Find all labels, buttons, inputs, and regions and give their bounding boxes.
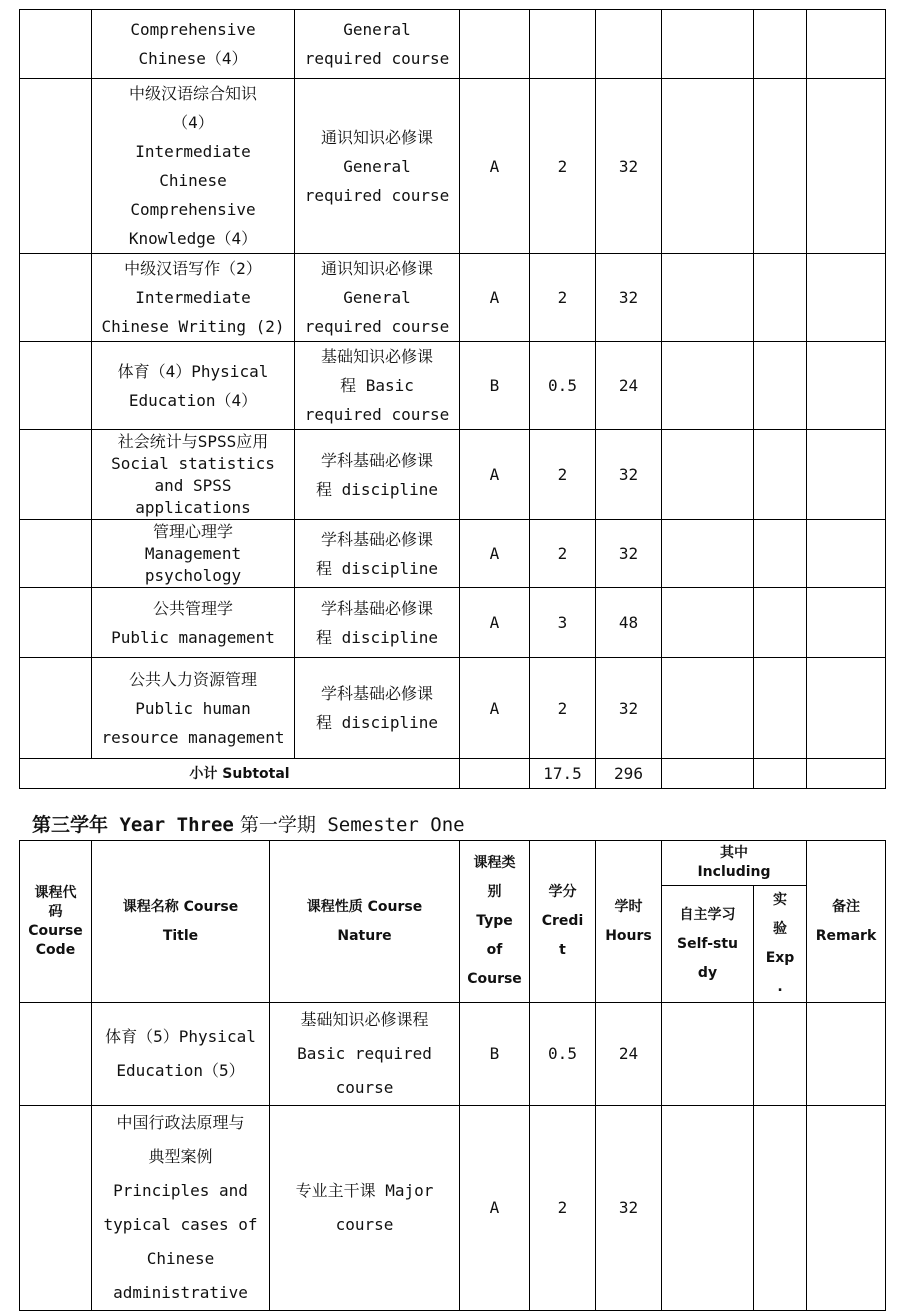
course-nature-cell-line: 学科基础必修课 (320, 529, 433, 549)
exp-cell (754, 342, 807, 430)
course-title-cell-line: administrative (113, 1283, 248, 1302)
header-credit-line: 学分 (548, 884, 577, 900)
self-study-cell (662, 10, 754, 79)
hours-cell: 32 (596, 430, 662, 520)
course-title-cell-line: Intermediate (135, 288, 251, 307)
exp-cell (754, 658, 807, 759)
course-title-cell (92, 1003, 270, 1106)
subtotal-row (20, 759, 886, 789)
section-heading (32, 810, 465, 840)
course-title-cell-line: Chinese Writing (2) (101, 317, 285, 336)
header-exp-line: 验 (773, 921, 787, 937)
course-nature-cell-line: required course (304, 185, 450, 205)
header-exp (754, 886, 807, 1003)
header-exp-line: . (777, 979, 783, 995)
course-type-cell: B (460, 342, 530, 430)
self-study-cell (662, 520, 754, 588)
header-including (662, 841, 807, 886)
course-code-cell (20, 342, 92, 430)
course-code-cell (20, 254, 92, 342)
credit-cell: 2 (530, 1106, 596, 1311)
course-title-cell-line: 典型案例 (148, 1147, 213, 1166)
course-nature-cell-line: 学科基础必修课 (320, 684, 433, 703)
table-row (20, 1106, 886, 1311)
course-nature-cell-line: 程 discipline (316, 558, 438, 578)
subtotal-exp-cell (754, 759, 807, 789)
table-row (20, 79, 886, 254)
header-course-type-line: Course (467, 971, 522, 987)
hours-cell: 32 (596, 1106, 662, 1311)
header-course-type-line: of (486, 942, 503, 958)
credit-cell: 3 (530, 588, 596, 658)
course-nature-cell (295, 10, 460, 79)
table-row (20, 10, 886, 79)
header-hours (596, 841, 662, 1003)
course-code-cell (20, 10, 92, 79)
remark-cell (807, 588, 886, 658)
header-course-nature-line: Nature (337, 927, 392, 944)
remark-cell (807, 10, 886, 79)
course-nature-cell-line: 基础知识必修课 (320, 347, 433, 366)
course-title-cell (92, 588, 295, 658)
course-type-cell: A (460, 79, 530, 254)
self-study-cell (662, 658, 754, 759)
course-title-cell-line: 公共管理学 (152, 598, 233, 618)
subtotal-type-cell (460, 759, 530, 789)
header-course-title-line: Title (162, 927, 199, 944)
credit-cell: 2 (530, 430, 596, 520)
course-nature-cell-line: 通识知识必修课 (320, 127, 433, 147)
table-row (20, 588, 886, 658)
hours-cell: 48 (596, 588, 662, 658)
year-heading: 第三学年 Year Three (32, 814, 234, 836)
course-nature-cell-line: 通识知识必修课 (320, 259, 433, 278)
remark-cell (807, 658, 886, 759)
course-nature-cell-line: 程 discipline (316, 713, 438, 732)
course-title-cell (92, 520, 295, 588)
header-course-nature-line: 课程性质 Course (306, 898, 423, 915)
course-nature-cell (295, 254, 460, 342)
course-title-cell-line: typical cases of (103, 1215, 258, 1234)
curriculum-table-year-three (19, 840, 886, 1311)
self-study-cell (662, 342, 754, 430)
course-title-cell (92, 1106, 270, 1311)
course-title-cell-line: Public human (135, 698, 251, 718)
course-title-cell-line: resource management (101, 727, 285, 747)
course-type-cell: A (460, 430, 530, 520)
hours-cell: 32 (596, 520, 662, 588)
course-nature-cell-line: 学科基础必修课 (320, 598, 433, 618)
header-course-code-line: Course (28, 922, 83, 939)
header-self-study-line: dy (697, 964, 718, 981)
course-title-cell-line: Principles and (113, 1181, 248, 1200)
table-row (20, 520, 886, 588)
course-type-cell: A (460, 520, 530, 588)
course-nature-cell-line: General (343, 288, 411, 307)
course-nature-cell (295, 658, 460, 759)
remark-cell (807, 430, 886, 520)
course-type-cell: A (460, 1106, 530, 1311)
header-course-code-line: Code (35, 941, 76, 958)
course-title-cell-line: Education（4） (128, 390, 258, 410)
course-code-cell (20, 1106, 92, 1311)
course-title-cell-line: and SPSS (154, 475, 232, 495)
table-row (20, 430, 886, 520)
course-nature-cell (295, 520, 460, 588)
course-title-cell-line: 管理心理学 (152, 521, 233, 541)
self-study-cell (662, 1106, 754, 1311)
subtotal-self-study-cell (662, 759, 754, 789)
course-title-cell-line: Public management (111, 627, 275, 647)
header-self-study-line: Self-stu (676, 935, 739, 952)
course-code-cell (20, 658, 92, 759)
course-title-cell (92, 342, 295, 430)
exp-cell (754, 10, 807, 79)
course-type-cell: B (460, 1003, 530, 1106)
header-exp-line: 实 (773, 892, 787, 908)
course-nature-cell (295, 79, 460, 254)
course-code-cell (20, 430, 92, 520)
self-study-cell (662, 1003, 754, 1106)
header-self-study (662, 886, 754, 1003)
hours-cell (596, 10, 662, 79)
credit-cell: 0.5 (530, 1003, 596, 1106)
table-row (20, 342, 886, 430)
course-title-cell-line: psychology (144, 565, 242, 585)
course-title-cell-line: 体育（4）Physical (117, 361, 269, 381)
course-title-cell-line: Chinese（4） (138, 49, 248, 68)
curriculum-table-year-two (19, 9, 886, 789)
self-study-cell (662, 430, 754, 520)
self-study-cell (662, 588, 754, 658)
self-study-cell (662, 79, 754, 254)
exp-cell (754, 1003, 807, 1106)
remark-cell (807, 520, 886, 588)
header-course-title-line: 课程名称 Course (122, 898, 239, 915)
credit-cell: 2 (530, 79, 596, 254)
course-title-cell (92, 430, 295, 520)
course-nature-cell (270, 1003, 460, 1106)
course-title-cell (92, 10, 295, 79)
header-course-nature (270, 841, 460, 1003)
header-course-code (20, 841, 92, 1003)
course-title-cell-line: Social statistics (111, 453, 275, 473)
self-study-cell (662, 254, 754, 342)
subtotal-hours: 296 (596, 759, 662, 789)
course-nature-cell-line: required course (304, 405, 450, 424)
course-code-cell (20, 1003, 92, 1106)
course-nature-cell-line: course (335, 1215, 394, 1234)
hours-cell: 24 (596, 1003, 662, 1106)
course-nature-cell-line: 学科基础必修课 (320, 450, 433, 470)
header-course-code-line: 课程代 (34, 884, 77, 901)
course-nature-cell-line: 程 discipline (316, 479, 438, 499)
course-type-cell: A (460, 658, 530, 759)
remark-cell (807, 79, 886, 254)
exp-cell (754, 1106, 807, 1311)
course-title-cell (92, 79, 295, 254)
header-credit-line: Credi (541, 913, 584, 929)
exp-cell (754, 254, 807, 342)
course-nature-cell-line: 程 Basic (340, 376, 414, 395)
header-course-type-line: 别 (487, 884, 502, 900)
course-nature-cell (295, 588, 460, 658)
course-title-cell-line: 中国行政法原理与 (116, 1113, 245, 1132)
header-remark-line: 备注 (832, 898, 860, 915)
exp-cell (754, 430, 807, 520)
course-code-cell (20, 588, 92, 658)
course-type-cell: A (460, 254, 530, 342)
credit-cell (530, 10, 596, 79)
header-hours-line: Hours (605, 927, 652, 944)
course-title-cell-line: 中级汉语写作（2） (124, 259, 262, 278)
course-nature-cell-line: General (343, 156, 411, 176)
credit-cell: 0.5 (530, 342, 596, 430)
course-title-cell-line: 中级汉语综合知识 (128, 84, 257, 103)
course-title-cell-line: Management (144, 543, 242, 563)
hours-cell: 32 (596, 254, 662, 342)
course-nature-cell-line: 专业主干课 Major (295, 1181, 434, 1200)
remark-cell (807, 342, 886, 430)
course-title-cell-line: （4） (172, 113, 214, 132)
course-title-cell (92, 658, 295, 759)
remark-cell (807, 1003, 886, 1106)
course-code-cell (20, 520, 92, 588)
course-nature-cell-line: 基础知识必修课程 (300, 1010, 429, 1029)
header-remark (807, 841, 886, 1003)
credit-cell: 2 (530, 520, 596, 588)
header-row (20, 841, 886, 886)
course-nature-cell-line: 程 discipline (316, 627, 438, 647)
hours-cell: 24 (596, 342, 662, 430)
course-nature-cell (295, 430, 460, 520)
course-title-cell-line: Chinese (159, 171, 227, 190)
header-course-type-line: 课程类 (473, 855, 516, 871)
course-type-cell (460, 10, 530, 79)
course-nature-cell (295, 342, 460, 430)
course-code-cell (20, 79, 92, 254)
header-credit-line: t (559, 942, 566, 958)
header-course-type (460, 841, 530, 1003)
course-title-cell (92, 254, 295, 342)
exp-cell (754, 588, 807, 658)
course-title-cell-line: Knowledge（4） (128, 229, 258, 248)
header-hours-line: 学时 (614, 898, 643, 915)
hours-cell: 32 (596, 79, 662, 254)
course-title-cell-line: Comprehensive (130, 200, 256, 219)
header-remark-line: Remark (815, 927, 877, 944)
remark-cell (807, 1106, 886, 1311)
credit-cell: 2 (530, 254, 596, 342)
table-row (20, 658, 886, 759)
course-title-cell-line: 公共人力资源管理 (128, 669, 257, 689)
header-course-code-line: 码 (48, 903, 63, 920)
subtotal-remark-cell (807, 759, 886, 789)
course-nature-cell-line: Basic required (297, 1044, 432, 1063)
credit-cell: 2 (530, 658, 596, 759)
course-title-cell-line: Chinese (146, 1249, 215, 1268)
course-title-cell-line: applications (135, 497, 251, 517)
exp-cell (754, 520, 807, 588)
course-nature-cell-line: required course (304, 317, 450, 336)
hours-cell: 32 (596, 658, 662, 759)
header-including-line: 其中 (720, 845, 748, 861)
course-nature-cell-line: General (343, 20, 411, 39)
header-credit (530, 841, 596, 1003)
course-title-cell-line: Education（5） (116, 1061, 245, 1080)
course-title-cell-line: Intermediate (135, 142, 251, 161)
course-nature-cell-line: required course (304, 49, 450, 68)
header-including-line: Including (697, 864, 771, 880)
header-exp-line: Exp (765, 950, 795, 966)
course-nature-cell-line: course (335, 1078, 394, 1097)
subtotal-credit: 17.5 (530, 759, 596, 789)
course-nature-cell (270, 1106, 460, 1311)
header-course-title (92, 841, 270, 1003)
course-title-cell-line: Comprehensive (130, 20, 256, 39)
subtotal-label: 小计 Subtotal (20, 759, 460, 789)
header-self-study-line: 自主学习 (679, 906, 736, 923)
course-title-cell-line: 社会统计与SPSS应用 (117, 431, 269, 451)
table-row (20, 1003, 886, 1106)
table-row (20, 254, 886, 342)
course-title-cell-line: 体育（5）Physical (105, 1027, 256, 1046)
semester-heading: 第一学期 Semester One (239, 814, 465, 836)
remark-cell (807, 254, 886, 342)
exp-cell (754, 79, 807, 254)
header-course-type-line: Type (476, 913, 513, 929)
course-type-cell: A (460, 588, 530, 658)
